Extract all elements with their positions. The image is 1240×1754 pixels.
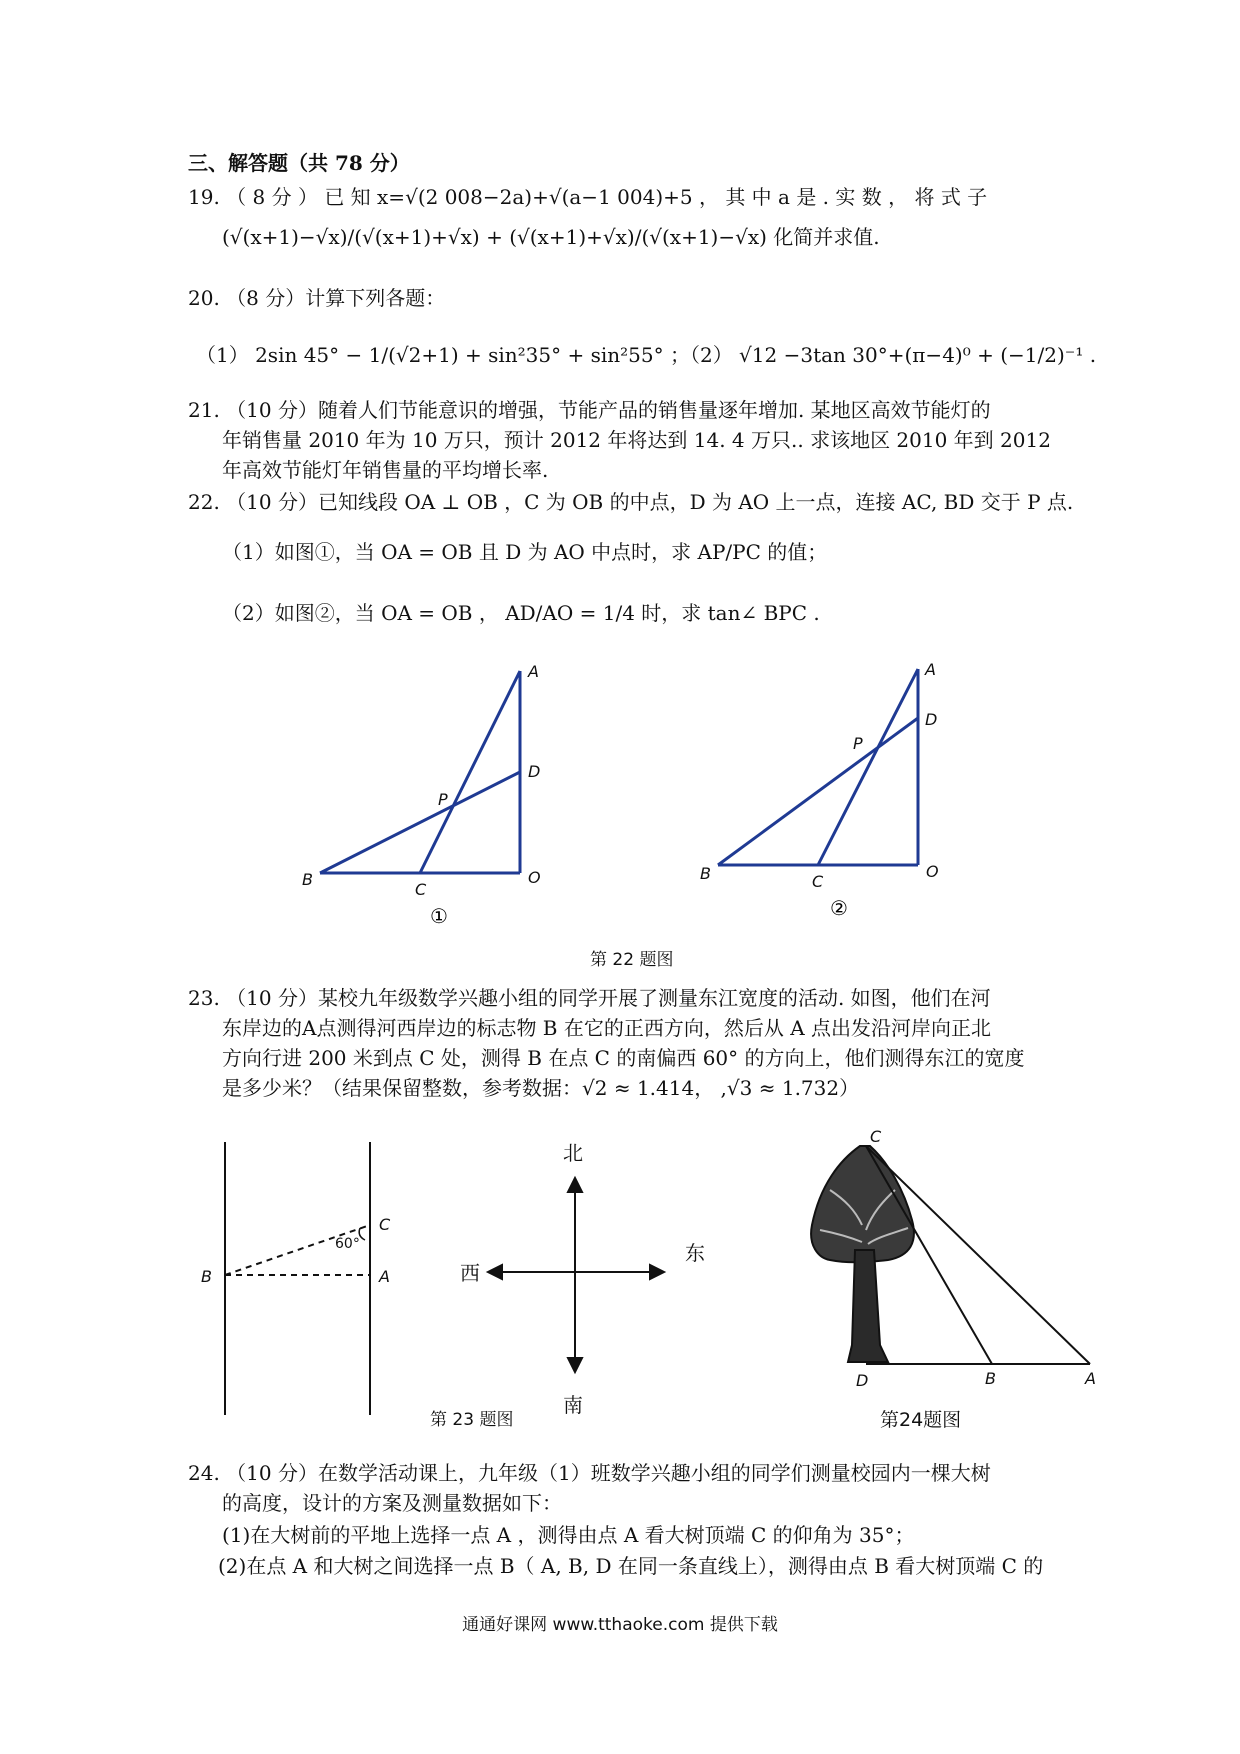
fig23-label-a: A <box>379 1267 390 1286</box>
q23-line1: 23. （10 分）某校九年级数学兴趣小组的同学开展了测量东江宽度的活动. 如图，他们在河 <box>188 986 991 1010</box>
compass-east-label: 东 <box>685 1241 705 1265</box>
q21-line2: 年销售量 2010 年为 10 万只，预计 2012 年将达到 14. 4 万只.. 求该地区 2010 年到 2012 <box>222 428 1051 452</box>
fig23-angle-label: 60° <box>335 1236 360 1252</box>
section-title: 三、解答题（共 78 分） <box>188 151 410 175</box>
segment-bd-1 <box>320 772 520 873</box>
arrow-south-icon <box>568 1358 582 1372</box>
compass-north-label: 北 <box>563 1141 583 1165</box>
q24-line3: (1)在大树前的平地上选择一点 A ，测得由点 A 看大树顶端 C 的仰角为 35°； <box>222 1523 915 1547</box>
label-d-1: D <box>528 762 541 781</box>
label-a-2: A <box>925 660 936 679</box>
q20-line1: 20. （8 分）计算下列各题： <box>188 286 446 310</box>
figure-23 <box>195 1130 715 1420</box>
q23-line2: 东岸边的A点测得河西岸边的标志物 B 在它的正西方向，然后从 A 点出发沿河岸向正北 <box>222 1016 992 1040</box>
compass-south-label: 南 <box>563 1393 583 1417</box>
q23-line4: 是多少米？（结果保留整数，参考数据：√2 ≈ 1.414， ,√3 ≈ 1.732） <box>222 1076 860 1100</box>
arrow-east-icon <box>650 1265 664 1279</box>
q24-line2: 的高度，设计的方案及测量数据如下： <box>222 1491 562 1515</box>
q20-line2: （1） 2sin 45° − 1/(√2+1) + sin²35° + sin²55° ；（2） √12 −3tan 30°+(π−4)⁰ + (−1/2)⁻¹ . <box>196 343 1097 367</box>
label-c-1: C <box>415 880 427 899</box>
compass-west-label: 西 <box>460 1261 480 1285</box>
q22-line3: （2）如图②，当 OA = OB ， AD/AO = 1/4 时，求 tan∠ BPC . <box>222 601 820 625</box>
figure-22 <box>290 655 1010 935</box>
label-c-2: C <box>812 872 824 891</box>
angle-arc <box>359 1228 365 1240</box>
label-b-1: B <box>302 870 313 889</box>
q19-line1: 19. （ 8 分 ） 已 知 x=√(2 008−2a)+√(a−1 004)+5 ， 其 中 a 是 . 实 数 ， 将 式 子 <box>188 185 988 209</box>
figure-22-mark-2: ② <box>830 896 848 920</box>
q23-line3: 方向行进 200 米到点 C 处，测得 B 在点 C 的南偏西 60° 的方向上，他们测得东江的宽度 <box>222 1046 1025 1070</box>
figure-23-caption: 第 23 题图 <box>430 1410 514 1430</box>
fig23-label-c: C <box>379 1215 391 1234</box>
figure-22-diagram-1 <box>320 671 520 873</box>
q19-line2: (√(x+1)−√x)/(√(x+1)+√x) + (√(x+1)+√x)/(√(x+1)−√x) 化简并求值. <box>222 225 880 249</box>
fig23-label-b: B <box>201 1267 212 1286</box>
figure-22-caption: 第 22 题图 <box>590 950 674 970</box>
q24-line4: (2)在点 A 和大树之间选择一点 B（ A, B, D 在同一条直线上），测得由点 B 看大树顶端 C 的 <box>218 1554 1044 1578</box>
q21-line3: 年高效节能灯年销售量的平均增长率. <box>222 458 549 482</box>
segment-ca-2 <box>818 669 918 865</box>
compass <box>488 1178 664 1372</box>
label-o-1: O <box>528 868 541 887</box>
figure-22-diagram-2 <box>718 669 918 865</box>
fig24-label-a: A <box>1085 1369 1096 1388</box>
label-b-2: B <box>700 864 711 883</box>
q21-line1: 21. （10 分）随着人们节能意识的增强，节能产品的销售量逐年增加. 某地区高效节能灯的 <box>188 398 991 422</box>
fig24-label-d: D <box>856 1371 869 1390</box>
fig24-label-b: B <box>985 1369 996 1388</box>
label-p-1: P <box>438 790 448 809</box>
arrow-west-icon <box>488 1265 502 1279</box>
q24-line1: 24. （10 分）在数学活动课上，九年级（1）班数学兴趣小组的同学们测量校园内一棵大树 <box>188 1461 991 1485</box>
segment-ca-1 <box>420 671 520 873</box>
label-d-2: D <box>925 710 938 729</box>
fig24-label-c: C <box>870 1130 882 1146</box>
figure-24 <box>800 1130 1120 1400</box>
page-footer: 通通好课网 www.tthaoke.com 提供下载 <box>462 1615 778 1635</box>
arrow-north-icon <box>568 1178 582 1192</box>
label-p-2: P <box>853 734 863 753</box>
q22-line2: （1）如图①，当 OA = OB 且 D 为 AO 中点时，求 AP/PC 的值； <box>222 540 828 564</box>
q22-line1: 22. （10 分）已知线段 OA ⊥ OB ，C 为 OB 的中点，D 为 AO 上一点，连接 AC, BD 交于 P 点. <box>188 490 1074 514</box>
label-a-1: A <box>528 662 539 681</box>
label-o-2: O <box>926 862 939 881</box>
figure-22-mark-1: ① <box>430 904 448 928</box>
figure-24-caption: 第24题图 <box>880 1409 962 1431</box>
segment-bd-2 <box>718 718 918 865</box>
